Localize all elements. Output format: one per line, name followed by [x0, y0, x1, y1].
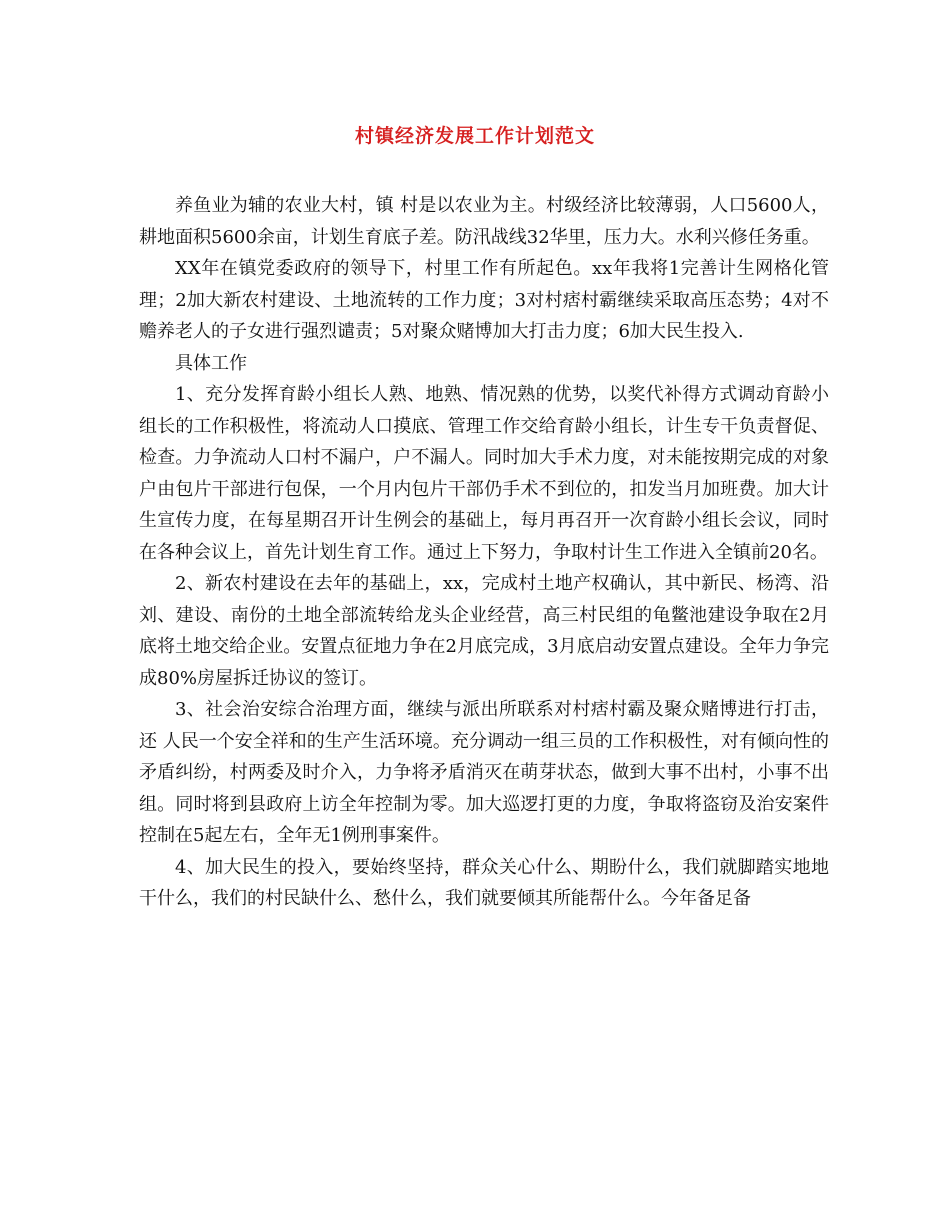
paragraph-item-4: 4、加大民生的投入，要始终坚持，群众关心什么、期盼什么，我们就脚踏实地地干什么，我们的村民缺什么、愁什么，我们就要倾其所能帮什么。今年备足备	[139, 856, 829, 909]
document-body	[139, 190, 829, 915]
paragraph-plan: XX年在镇党委政府的领导下，村里工作有所起色。xx年我将1完善计生网格化管理；2加大新农村建设、土地流转的工作力度；3对村痞村霸继续采取高压态势；4对不赡养老人的子女进行强烈谴责；5对聚众赌博加大打击力度；6加大民生投入.	[139, 258, 829, 342]
paragraph-item-3: 3、社会治安综合治理方面，继续与派出所联系对村痞村霸及聚众赌博进行打击，还 人民一个安全祥和的生产生活环境。充分调动一组三员的工作积极性，对有倾向性的矛盾纠纷，村两委及时介入，力争将矛盾消灭在萌芽状态，做到大事不出村，小事不出组。同时将到县政府上访全年控制为零。加大巡逻打更的力度，争取将盗窃及治安案件控制在5起左右，全年无1例刑事案件。	[139, 699, 829, 846]
paragraph-intro: 养鱼业为辅的农业大村，镇 村是以农业为主。村级经济比较薄弱，人口5600人，耕地面积5600余亩，计划生育底子差。防汛战线32华里，压力大。水利兴修任务重。	[139, 195, 829, 248]
section-heading: 具体工作	[175, 352, 247, 374]
paragraph-item-1: 1、充分发挥育龄小组长人熟、地熟、情况熟的优势，以奖代补得方式调动育龄小组长的工作积极性，将流动人口摸底、管理工作交给育龄小组长，计生专干负责督促、检查。力争流动人口村不漏户，户不漏人。同时加大手术力度，对未能按期完成的对象户由包片干部进行包保，一个月内包片干部仍手术不到位的，扣发当月加班费。加大计生宣传力度，在每星期召开计生例会的基础上，每月再召开一次育龄小组长会议，同时在各种会议上，首先计划生育工作。通过上下努力，争取村计生工作进入全镇前20名。	[139, 384, 829, 563]
paragraph-item-2: 2、新农村建设在去年的基础上，xx，完成村土地产权确认，其中新民、杨湾、沿刘、建设、南份的土地全部流转给龙头企业经营，高三村民组的龟鳖池建设争取在2月底将土地交给企业。安置点征地力争在2月底完成，3月底启动安置点建设。全年力争完成80%房屋拆迁协议的签订。	[139, 573, 829, 689]
document-title: 村镇经济发展工作计划范文	[354, 125, 595, 147]
